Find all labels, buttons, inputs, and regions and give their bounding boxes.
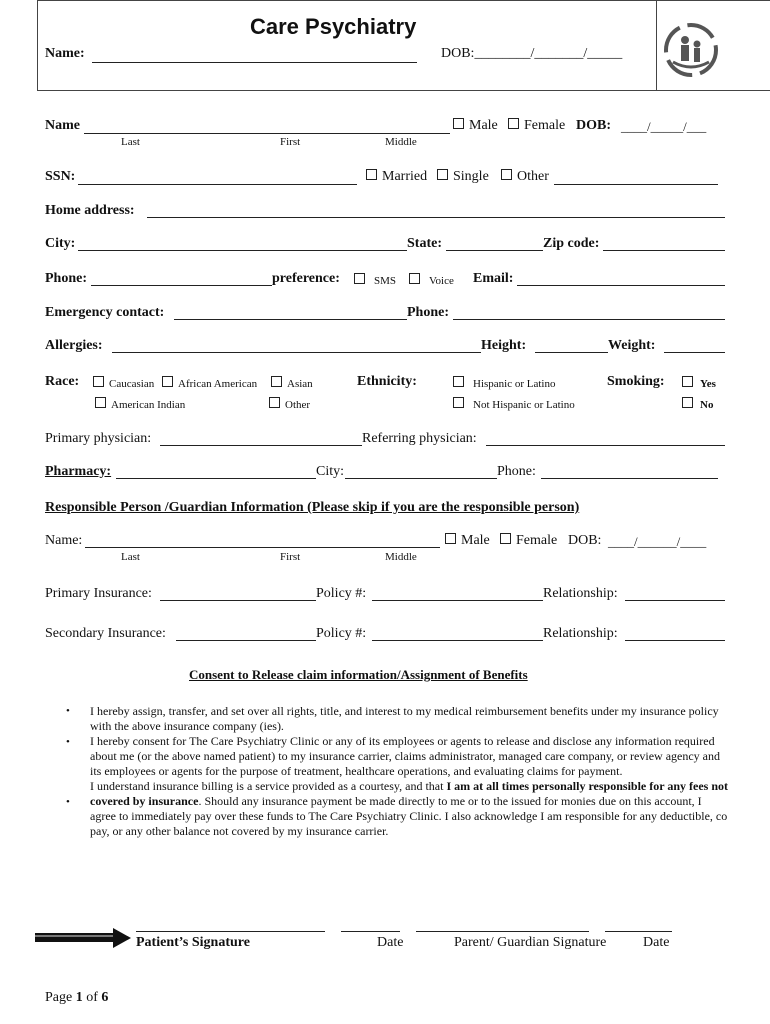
- referring-physician-field[interactable]: [486, 445, 725, 446]
- city-field[interactable]: [78, 250, 407, 251]
- single-label: Single: [453, 169, 489, 184]
- bullet-icon: •: [66, 705, 70, 717]
- guardian-male-checkbox[interactable]: [445, 533, 490, 549]
- checkbox-icon: [366, 169, 377, 180]
- relationship-label: Relationship:: [543, 586, 618, 601]
- sms-checkbox[interactable]: [354, 273, 396, 287]
- header-divider: [656, 0, 657, 91]
- smoke-yes-label: Yes: [700, 378, 716, 390]
- allergies-field[interactable]: [112, 352, 481, 353]
- male-label: Male: [469, 118, 498, 133]
- guardian-female-checkbox[interactable]: [500, 533, 557, 549]
- checkbox-icon: [453, 397, 464, 408]
- weight-label: Weight:: [608, 338, 656, 353]
- policy-label: Policy #:: [316, 586, 367, 601]
- pharmacy-city-field[interactable]: [345, 478, 497, 479]
- race-other-checkbox[interactable]: [269, 397, 310, 411]
- other-label: Other: [517, 169, 549, 184]
- married-label: Married: [382, 169, 428, 184]
- middle-caption: Middle: [385, 136, 417, 148]
- checkbox-icon: [508, 118, 519, 129]
- pharmacy-phone-field[interactable]: [541, 478, 718, 479]
- height-label: Height:: [481, 338, 527, 353]
- race-african-checkbox[interactable]: [162, 376, 257, 390]
- date2-field[interactable]: [605, 931, 672, 932]
- page-prefix: Page: [45, 990, 76, 1005]
- checkbox-icon: [501, 169, 512, 180]
- page-current: 1: [75, 990, 83, 1005]
- pharmacy-city-label: City:: [316, 464, 345, 479]
- other-checkbox[interactable]: [501, 169, 549, 185]
- guardian-middle-caption: Middle: [385, 551, 417, 563]
- guardian-male-label: Male: [461, 533, 490, 548]
- consent-bullet-3-bold: I am at all times personally responsible for any fees not covered by insurance: [90, 779, 729, 808]
- consent-heading: Consent to Release claim information/Assignment of Benefits: [189, 667, 528, 682]
- checkbox-icon: [453, 118, 464, 129]
- race-label: Race:: [45, 374, 80, 389]
- phone-field[interactable]: [91, 285, 272, 286]
- bullet-icon: •: [66, 796, 70, 808]
- patient-dob-field[interactable]: ____/_____/___: [621, 119, 707, 134]
- header-dob-field[interactable]: DOB:________/_______/_____: [441, 46, 623, 61]
- pharmacy-phone-label: Phone:: [497, 464, 536, 479]
- ssn-field[interactable]: [78, 184, 357, 185]
- smoking-label: Smoking:: [607, 374, 665, 389]
- checkbox-icon: [682, 376, 693, 387]
- emergency-phone-field[interactable]: [453, 319, 725, 320]
- emergency-phone-label: Phone:: [407, 305, 449, 320]
- guardian-name-label: Name:: [45, 533, 83, 548]
- patient-name-field[interactable]: [84, 133, 450, 134]
- policy2-field[interactable]: [372, 640, 543, 641]
- referring-physician-label: Referring physician:: [362, 431, 477, 446]
- first-caption: First: [280, 136, 301, 148]
- guardian-last-caption: Last: [121, 551, 140, 563]
- guardian-dob-field[interactable]: ____/______/____: [608, 534, 707, 549]
- checkbox-icon: [162, 376, 173, 387]
- guardian-heading: Responsible Person /Guardian Information (Please skip if you are the responsible person): [45, 500, 580, 515]
- checkbox-icon: [453, 376, 464, 387]
- state-label: State:: [407, 236, 442, 251]
- arrow-right-icon: [35, 928, 131, 948]
- guardian-signature-label: Parent/ Guardian Signature: [454, 935, 607, 950]
- consent-text: [90, 704, 730, 839]
- primary-physician-field[interactable]: [160, 445, 362, 446]
- guardian-name-field[interactable]: [85, 547, 440, 548]
- primary-insurance-label: Primary Insurance:: [45, 586, 152, 601]
- other-field[interactable]: [554, 184, 718, 185]
- smoke-no-label: No: [700, 399, 714, 411]
- secondary-insurance-field[interactable]: [176, 640, 316, 641]
- header-name-label: Name:: [45, 46, 85, 61]
- emergency-contact-field[interactable]: [174, 319, 407, 320]
- eth-hispanic-label: Hispanic or Latino: [473, 378, 556, 390]
- emergency-contact-label: Emergency contact:: [45, 305, 165, 320]
- zip-label: Zip code:: [543, 236, 600, 251]
- patient-signature-label: Patient’s Signature: [136, 935, 250, 950]
- checkbox-icon: [95, 397, 106, 408]
- checkbox-icon: [500, 533, 511, 544]
- date1-label: Date: [377, 935, 404, 950]
- eth-not-hispanic-label: Not Hispanic or Latino: [473, 399, 575, 411]
- female-label: Female: [524, 118, 566, 133]
- eth-hispanic-checkbox[interactable]: [453, 376, 555, 390]
- checkbox-icon: [271, 376, 282, 387]
- voice-checkbox[interactable]: [409, 273, 454, 287]
- consent-bullet-1: I hereby assign, transfer, and set over all rights, title, and interest to my medical reimbursement benefits under my insurance policy with the above insurance company (ies).: [90, 704, 719, 733]
- ethnicity-label: Ethnicity:: [357, 374, 417, 389]
- primary-insurance-field[interactable]: [160, 600, 316, 601]
- patient-name-label: Name: [45, 118, 80, 133]
- male-checkbox[interactable]: [453, 118, 498, 134]
- race-indian-checkbox[interactable]: [95, 397, 185, 411]
- secondary-insurance-label: Secondary Insurance:: [45, 626, 166, 641]
- smoke-no-checkbox[interactable]: [682, 397, 713, 411]
- height-field[interactable]: [535, 352, 608, 353]
- voice-label: Voice: [429, 275, 454, 287]
- patient-signature-field[interactable]: [136, 931, 325, 932]
- city-label: City:: [45, 236, 76, 251]
- care-logo-icon: [663, 22, 719, 78]
- checkbox-icon: [682, 397, 693, 408]
- single-checkbox[interactable]: [437, 169, 489, 185]
- sms-label: SMS: [374, 275, 397, 287]
- consent-bullet-3-a: I understand insurance billing is a service provided as a courtesy, and that: [90, 779, 447, 793]
- guardian-first-caption: First: [280, 551, 301, 563]
- date1-field[interactable]: [341, 931, 400, 932]
- checkbox-icon: [437, 169, 448, 180]
- eth-not-hispanic-checkbox[interactable]: [453, 397, 575, 411]
- checkbox-icon: [445, 533, 456, 544]
- email-field[interactable]: [517, 285, 725, 286]
- married-checkbox[interactable]: [366, 169, 427, 185]
- date2-label: Date: [643, 935, 670, 950]
- race-caucasian-label: Caucasian: [109, 378, 155, 390]
- consent-bullet-2: I hereby consent for The Care Psychiatry Clinic or any of its employees or agents to release and disclose any information required about me (or the above named patient) to my insurance carrier, claims administrator, managed care company, or review agency and its employees or agents for the purpose of treatment, healthcare operations, and evaluating claims for payment.: [90, 734, 720, 778]
- race-asian-label: Asian: [287, 378, 313, 390]
- race-caucasian-checkbox[interactable]: [93, 376, 154, 390]
- pharmacy-field[interactable]: [116, 478, 316, 479]
- smoke-yes-checkbox[interactable]: [682, 376, 716, 390]
- relationship2-label: Relationship:: [543, 626, 618, 641]
- guardian-female-label: Female: [516, 533, 558, 548]
- checkbox-icon: [269, 397, 280, 408]
- home-address-field[interactable]: [147, 217, 725, 218]
- guardian-signature-field[interactable]: [416, 931, 589, 932]
- policy-field[interactable]: [372, 600, 543, 601]
- last-caption: Last: [121, 136, 140, 148]
- checkbox-icon: [409, 273, 420, 284]
- guardian-dob-label: DOB:: [568, 533, 602, 548]
- state-field[interactable]: [446, 250, 543, 251]
- header-name-field[interactable]: [92, 62, 417, 63]
- consent-bullet-3-b: . Should any insurance payment be made directly to me or to the issued for monies due on this account, I agree to immediately pay over these funds to The Care Psychiatry Clinic. I also acknowledge I am responsible for any deductible, co pay, or any other balance not covered by my insurance carrier.: [90, 794, 728, 838]
- female-checkbox[interactable]: [508, 118, 565, 134]
- race-african-label: African American: [178, 378, 258, 390]
- ssn-label: SSN:: [45, 169, 76, 184]
- zip-field[interactable]: [603, 250, 725, 251]
- pharmacy-label: Pharmacy:: [45, 464, 112, 479]
- page-total: 6: [101, 990, 109, 1005]
- allergies-label: Allergies:: [45, 338, 103, 353]
- race-other-label: Other: [285, 399, 311, 411]
- home-address-label: Home address:: [45, 203, 135, 218]
- checkbox-icon: [93, 376, 104, 387]
- patient-dob-label: DOB:: [576, 118, 611, 133]
- race-asian-checkbox[interactable]: [271, 376, 313, 390]
- primary-physician-label: Primary physician:: [45, 431, 152, 446]
- weight-field[interactable]: [664, 352, 725, 353]
- checkbox-icon: [354, 273, 365, 284]
- phone-label: Phone:: [45, 271, 87, 286]
- bullet-icon: •: [66, 736, 70, 748]
- page-of: of: [82, 990, 102, 1005]
- race-indian-label: American Indian: [111, 399, 186, 411]
- email-label: Email:: [473, 271, 514, 286]
- relationship2-field[interactable]: [625, 640, 725, 641]
- policy2-label: Policy #:: [316, 626, 367, 641]
- relationship-field[interactable]: [625, 600, 725, 601]
- page-number: [45, 990, 108, 1006]
- consent-bullet-3: [90, 779, 730, 839]
- preference-label: preference:: [272, 271, 340, 286]
- form-title: Care Psychiatry: [250, 14, 417, 39]
